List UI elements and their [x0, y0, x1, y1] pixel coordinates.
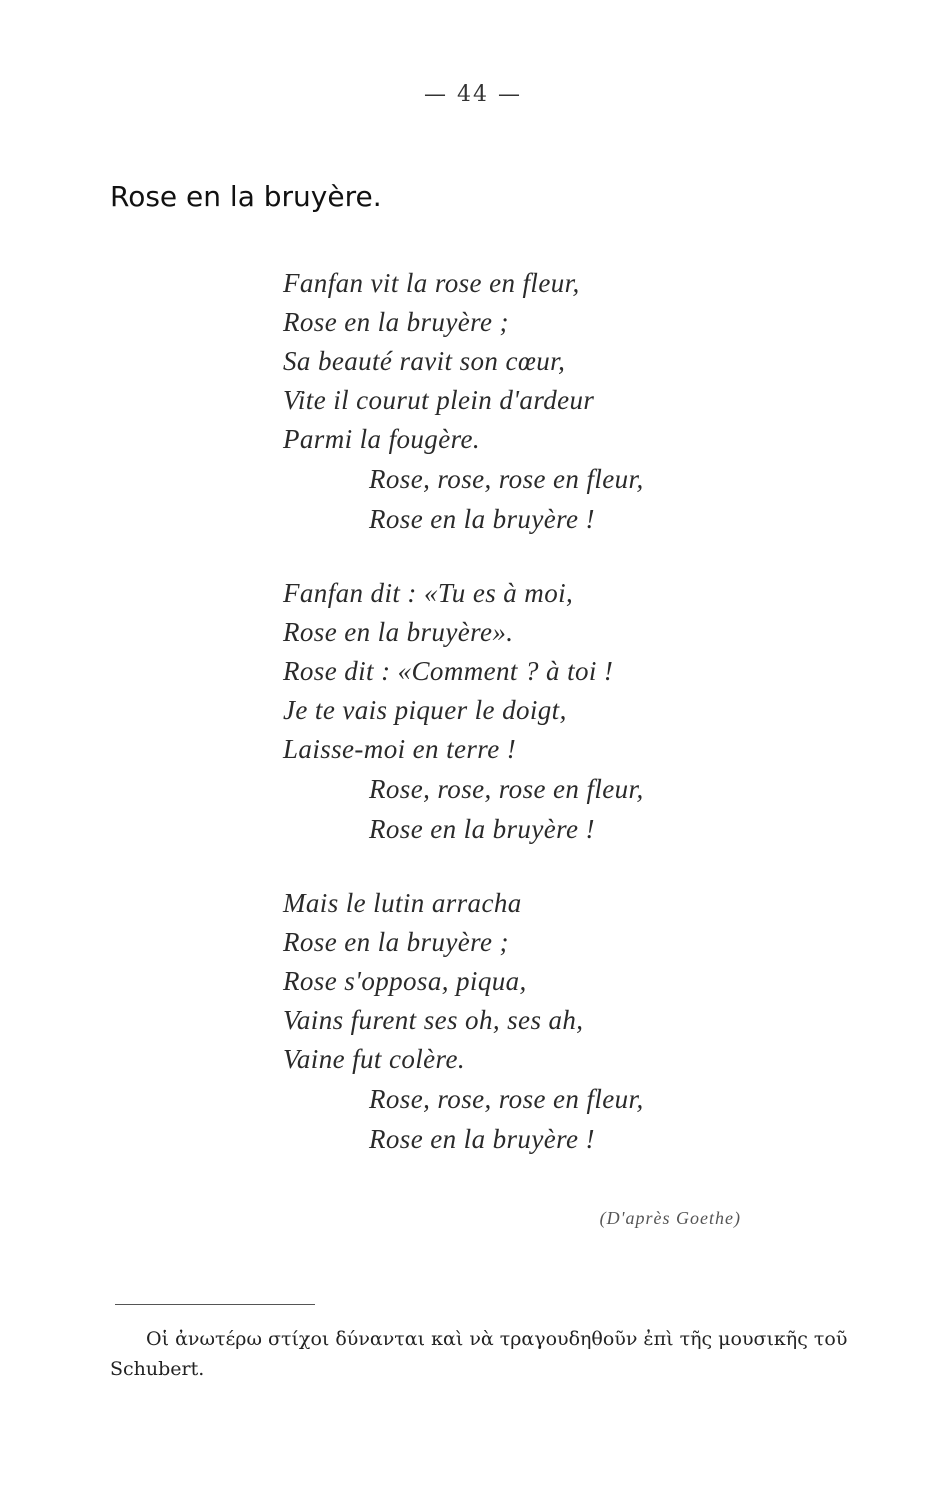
poem-line: Sa beauté ravit son cœur, [283, 346, 566, 376]
poem-line: Je te vais piquer le doigt, [283, 695, 567, 725]
refrain-line: Rose, rose, rose en fleur, [369, 1084, 644, 1114]
refrain-line: Rose, rose, rose en fleur, [369, 464, 644, 494]
poem-title: Rose en la bruyère. [110, 180, 382, 213]
poem-line: Vaine fut colère. [283, 1044, 465, 1074]
poem-line: Laisse-moi en terre ! [283, 734, 517, 764]
refrain-line: Rose en la bruyère ! [369, 814, 595, 844]
poem-line: Rose en la bruyère». [283, 617, 514, 647]
refrain-line: Rose en la bruyère ! [369, 504, 595, 534]
poem-line: Fanfan dit : «Tu es à moi, [283, 578, 574, 608]
poem-line: Fanfan vit la rose en fleur, [283, 268, 580, 298]
page-number: — 44 — [424, 82, 522, 107]
poem-line: Mais le lutin arracha [283, 888, 522, 918]
poem-line: Rose en la bruyère ; [283, 927, 509, 957]
footnote: Οἱ ἀνωτέρω στίχοι δύνανται καὶ νὰ τραγουδηθοῦν ἐπὶ τῆς μουσικῆς τοῦ Schubert. [110, 1328, 848, 1380]
poem-line: Rose dit : «Comment ? à toi ! [283, 656, 614, 686]
poem-line: Rose s'opposa, piqua, [283, 966, 527, 996]
poem-line: Parmi la fougère. [283, 424, 481, 454]
poem-line: Vains furent ses oh, ses ah, [283, 1005, 584, 1035]
attribution: (D'après Goethe) [599, 1208, 741, 1228]
poem-line: Rose en la bruyère ; [283, 307, 509, 337]
footnote-rule [115, 1304, 315, 1305]
refrain-line: Rose, rose, rose en fleur, [369, 774, 644, 804]
refrain-line: Rose en la bruyère ! [369, 1124, 595, 1154]
poem-line: Vite il courut plein d'ardeur [283, 385, 595, 415]
